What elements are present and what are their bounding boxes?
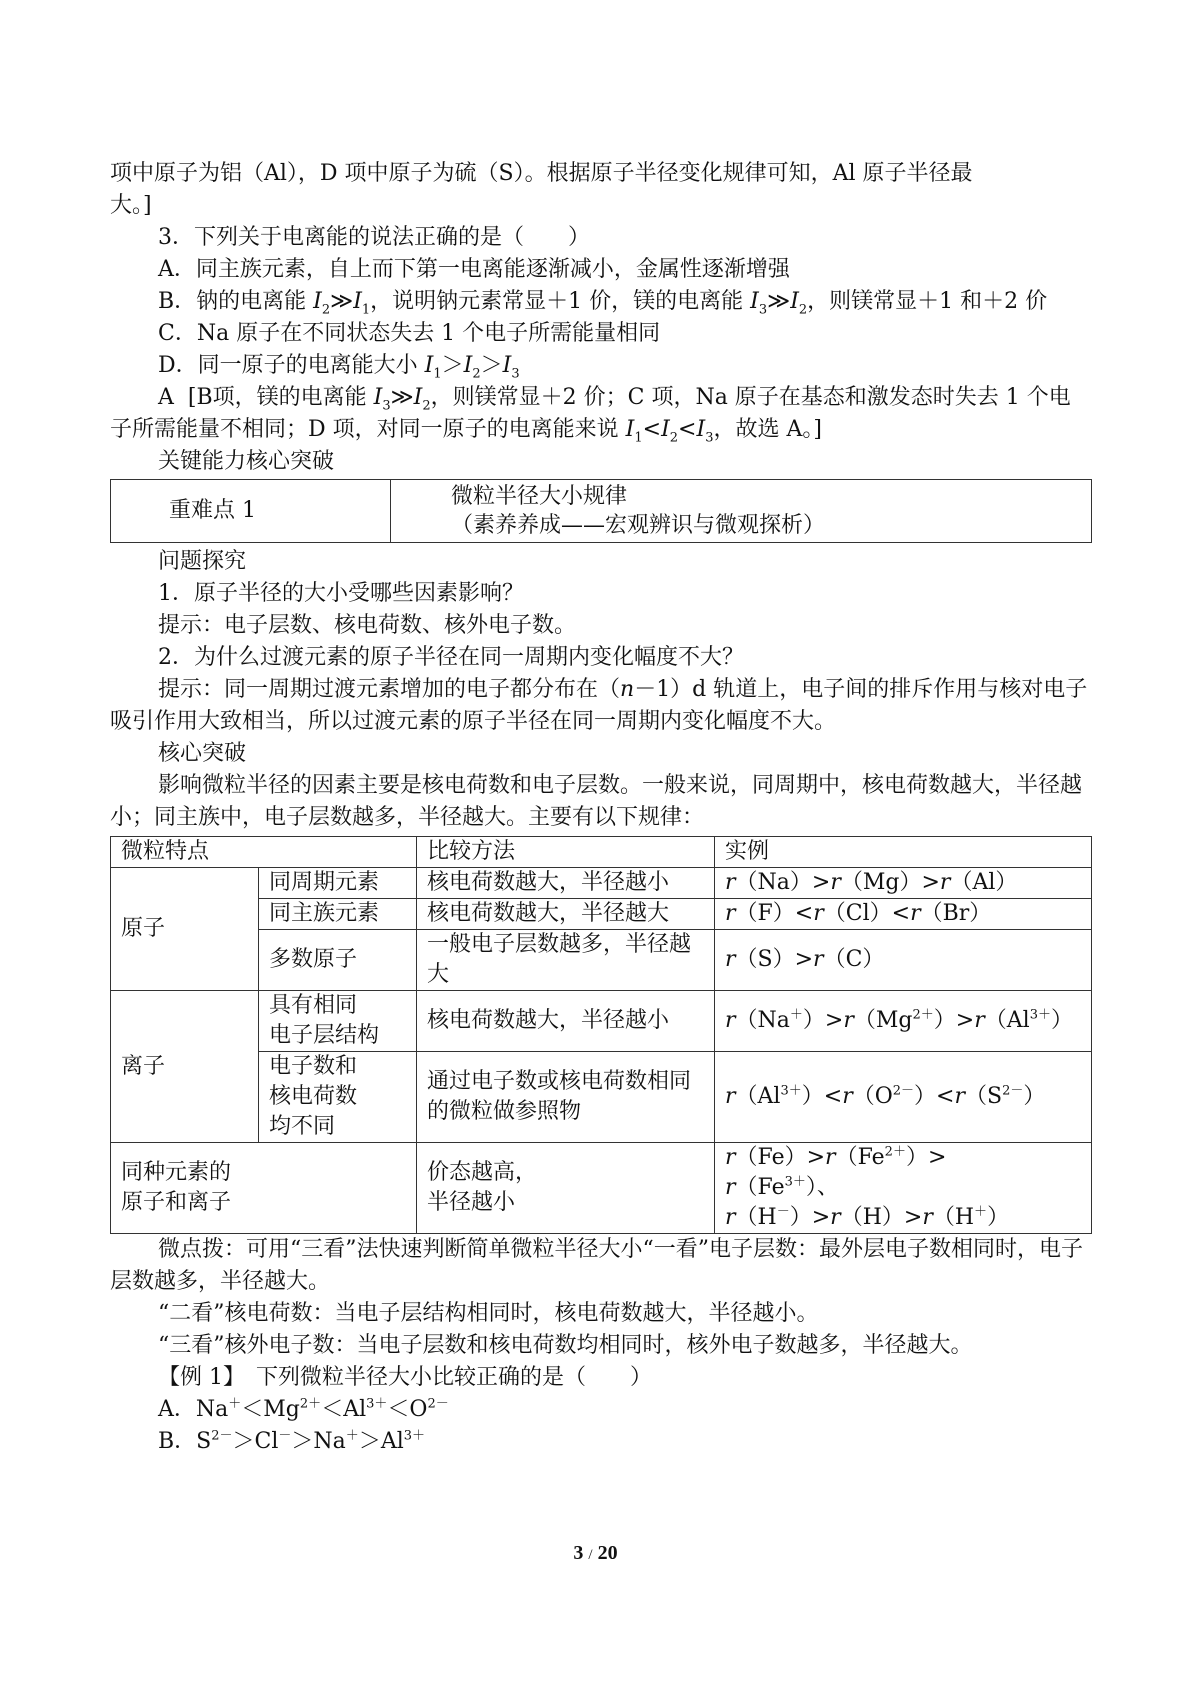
table-header: 微粒特点 bbox=[111, 837, 417, 868]
table-cell: r（F）<r（Cl）<r（Br） bbox=[715, 899, 1092, 930]
keypoint-title: 微粒半径大小规律 bbox=[451, 484, 628, 509]
table-cell: 电子数和 核电荷数 均不同 bbox=[259, 1052, 417, 1143]
table-cell: 核电荷数越大，半径越小 bbox=[417, 991, 715, 1052]
table-row bbox=[111, 991, 1092, 1052]
table-cell: 一般电子层数越多，半径越大 bbox=[417, 930, 715, 991]
explore-answer: 提示：电子层数、核电荷数、核外电子数。 bbox=[158, 613, 577, 638]
keypoint-subtitle: （素养养成——宏观辨识与微观探析） bbox=[451, 513, 826, 538]
question-3-stem: 3．下列关于电离能的说法正确的是（ ） bbox=[158, 225, 590, 250]
table-cell: 同周期元素 bbox=[259, 868, 417, 899]
table-cell: 原子 bbox=[111, 868, 259, 991]
table-row bbox=[111, 1052, 1092, 1143]
example-1-option-a: A．$Na^+<Mg^{2+}<Al^{3+}<O^{2-}$ bbox=[158, 1396, 449, 1422]
table-cell: r（S）>r（C） bbox=[715, 930, 1092, 991]
explore-question: 2．为什么过渡元素的原子半径在同一周期内变化幅度不大？ bbox=[158, 645, 744, 670]
table-row bbox=[111, 930, 1092, 991]
table-header-row bbox=[111, 837, 1092, 868]
table-cell: 通过电子数或核电荷数相同 的微粒做参照物 bbox=[417, 1052, 715, 1143]
example-1-option-b: B．$S^{2-}>Cl^->Na^+>Al^{3+}$ bbox=[158, 1428, 426, 1454]
tip-paragraph: 微点拨：可用“三看”法快速判断简单微粒半径大小“一看”电子层数：最外层电子数相同时，电子层数越多，半径越大。 bbox=[110, 1237, 1083, 1294]
core-text: 影响微粒半径的因素主要是核电荷数和电子层数。一般来说，同周期中，核电荷数越大，半径越小；同主族中，电子层数越多，半径越大。主要有以下规律： bbox=[110, 773, 1083, 830]
table-cell: r（Na）>r（Mg）>r（Al） bbox=[715, 868, 1092, 899]
tip-paragraph: “三看”核外电子数：当电子层数和核电荷数均相同时，核外电子数越多，半径越大。 bbox=[158, 1333, 973, 1358]
question-3-option-a: A．同主族元素，自上而下第一电离能逐渐减小，金属性逐渐增强 bbox=[158, 257, 790, 282]
question-3-option-c: C．Na 原子在不同状态失去 1 个电子所需能量相同 bbox=[158, 321, 661, 346]
table-header: 比较方法 bbox=[417, 837, 715, 868]
table-cell: 离子 bbox=[111, 991, 259, 1143]
table-cell: 同种元素的 原子和离子 bbox=[111, 1143, 417, 1234]
core-title: 核心突破 bbox=[158, 741, 247, 766]
explore-answer: 提示：同一周期过渡元素增加的电子都分布在（n－1）d 轨道上，电子间的排斥作用与核对电子吸引作用大致相当，所以过渡元素的原子半径在同一周期内变化幅度不大。 bbox=[110, 677, 1088, 734]
section-title: 关键能力核心突破 bbox=[158, 449, 335, 474]
table-row bbox=[111, 1143, 1092, 1234]
table-cell: 具有相同 电子层结构 bbox=[259, 991, 417, 1052]
table-cell: $r(Na^+)>r(Mg^{2+})>r(Al^{3+})$ bbox=[715, 991, 1092, 1052]
table-row bbox=[111, 868, 1092, 899]
question-3-option-d: D．同一原子的电离能大小 $I_1>I_2>I_3$ bbox=[158, 353, 520, 382]
table-cell: $r(Al^{3+})<r(O^{2-})<r(S^{2-})$ bbox=[715, 1052, 1092, 1143]
intro-line: 项中原子为铝（Al），D 项中原子为硫（S）。根据原子半径变化规律可知，Al 原子半径最 bbox=[110, 161, 973, 186]
tip-paragraph: “二看”核电荷数：当电子层结构相同时，核电荷数越大，半径越小。 bbox=[158, 1301, 819, 1326]
page-content bbox=[110, 158, 1092, 1458]
question-3-answer: A [B项，镁的电离能 $I_3≫I_2$，则镁常显＋2 价；C 项，Na 原子在基态和激发态时失去 1 个电子所需能量不相同；D 项，对同一原子的电离能来说 $I_1<I_2<I_3$，故选 A。] bbox=[110, 385, 1071, 446]
table-cell: 核电荷数越大，半径越小 bbox=[417, 868, 715, 899]
table-cell: 多数原子 bbox=[259, 930, 417, 991]
intro-line: 大。] bbox=[110, 193, 152, 218]
explore-question: 1．原子半径的大小受哪些因素影响？ bbox=[158, 581, 524, 606]
keypoint-label: 重难点 1 bbox=[111, 480, 391, 542]
explore-title: 问题探究 bbox=[158, 549, 247, 574]
example-label: 【例 1】 bbox=[158, 1365, 234, 1390]
table-cell: 同主族元素 bbox=[259, 899, 417, 930]
table-cell: $r(Fe)>r(Fe^{2+})>$ $r(Fe^{3+})$、 r（H－）>r（H）>r（H＋） bbox=[715, 1143, 1092, 1234]
table-header: 实例 bbox=[715, 837, 1092, 868]
table-row bbox=[111, 899, 1092, 930]
table-cell: 核电荷数越大，半径越大 bbox=[417, 899, 715, 930]
example-1-stem: 【例 1】 下列微粒半径大小比较正确的是（ ） bbox=[158, 1365, 653, 1390]
keypoint-box bbox=[110, 479, 1092, 543]
question-3-option-b: B．钠的电离能 $I_2≫I_1$，说明钠元素常显＋1 价，镁的电离能 $I_3≫I_2$，则镁常显＋1 和＋2 价 bbox=[158, 289, 1048, 318]
keypoint-heading bbox=[391, 480, 1091, 542]
page-number: 3 / 20 bbox=[573, 1542, 618, 1564]
table-cell: 价态越高， 半径越小 bbox=[417, 1143, 715, 1234]
radius-rules-table bbox=[110, 836, 1092, 1234]
